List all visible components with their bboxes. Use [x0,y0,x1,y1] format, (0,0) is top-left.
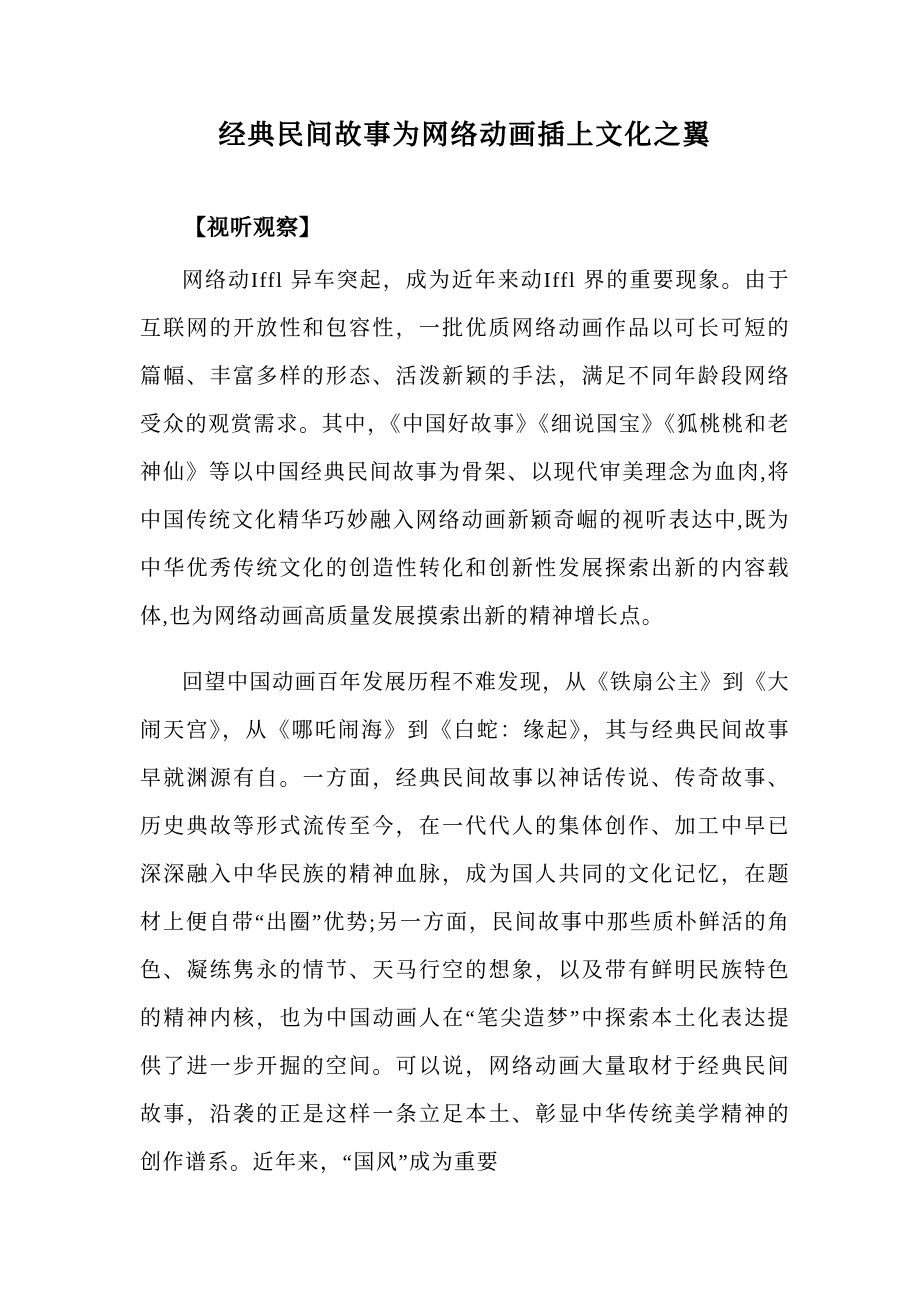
document-title: 经典民间故事为网络动画插上文化之翼 [218,120,712,150]
paragraph-2: 回望中国动画百年发展历程不难发现，从《铁扇公主》到《大闹天宫》，从《哪吒闹海》到《白蛇：缘起》，其与经典民间故事早就渊源有自。一方面，经典民间故事以神话传说、传奇故事、历史典故等形式流传至今，在一代代人的集体创作、加工中早已深深融入中华民族的精神血脉，成为国人共同的文化记忆，在题材上便自带“出圈”优势;另一方面，民间故事中那些质朴鲜活的角色、凝练隽永的情节、天马行空的想象，以及带有鲜明民族特色的精神内核，也为中国动画人在“笔尖造梦”中探索本土化表达提供了进一步开掘的空间。可以说，网络动画大量取材于经典民间故事，沿袭的正是这样一条立足本土、彰显中华传统美学精神的创作谱系。近年来，“国风”成为重要 [140,670,790,1175]
paragraph-1: 网络动Iffl 异车突起，成为近年来动Iffl 界的重要现象。由于互联网的开放性和包容性，一批优质网络动画作品以可长可短的篇幅、丰富多样的形态、活泼新颖的手法，满足不同年龄段网络受众的观赏需求。其中，《中国好故事》《细说国宝》《狐桃桃和老神仙》等以中国经典民间故事为骨架、以现代审美理念为血肉,将中国传统文化精华巧妙融入网络动画新颖奇崛的视听表达中,既为中华优秀传统文化的创造性转化和创新性发展探索出新的内容载体,也为网络动画高质量发展摸索出新的精神增长点。 [140,268,790,629]
section-heading: 【视听观察】 [184,215,323,241]
